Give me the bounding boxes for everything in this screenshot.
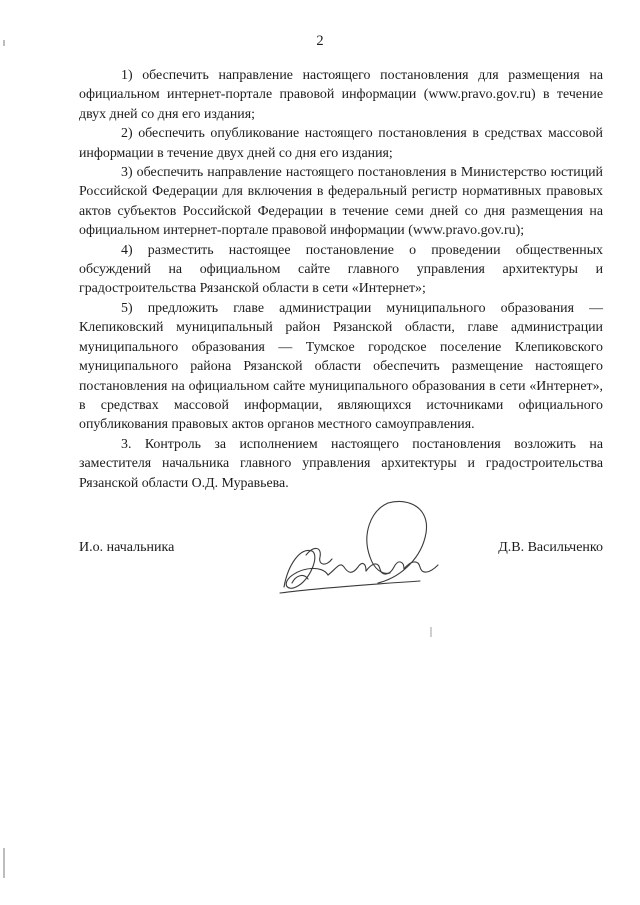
document-body: [79, 66, 603, 493]
paragraph-control-clause: 3. Контроль за исполнением настоящего постановления возложить на заместителя начальника главного управления архитектуры и градостроительства Рязанской области О.Д. Муравьева.: [79, 436, 603, 491]
scan-mark: [430, 627, 432, 637]
signer-name: Д.В. Васильченко: [498, 540, 603, 555]
page-number: 2: [316, 33, 324, 49]
edge-mark-bottom: [3, 848, 5, 878]
paragraph-item-5: 5) предложить главе администрации муниципального образования — Клепиковский муниципальный район Рязанской области, главе администрации муниципального образования — Тумское городское поселение Клепиковского муниципального района Рязанской области обеспечить размещение настоящего постановления на официальном сайте муниципального образования в сети «Интернет», в средствах массовой информации, являющихся источниками официального опубликования правовых актов органов местного самоуправления.: [79, 300, 603, 433]
paragraph-item-2: 2) обеспечить опубликование настоящего постановления в средствах массовой информации в течение двух дней со дня его издания;: [79, 126, 603, 161]
signer-title: И.о. начальника: [79, 540, 175, 555]
edge-mark-top: [3, 40, 5, 46]
paragraph-item-4: 4) разместить настоящее постановление о проведении общественных обсуждений на официальном сайте главного управления архитектуры и градостроительства Рязанской области в сети «Интернет»;: [79, 242, 603, 297]
paragraph-item-1: 1) обеспечить направление настоящего постановления для размещения на официальном интернет-портале правовой информации (www.pravo.gov.ru) в течение двух дней со дня его издания;: [79, 68, 603, 122]
signature-icon: [270, 495, 450, 605]
paragraph-item-3: 3) обеспечить направление настоящего постановления в Министерство юстиций Российской Федерации для включения в федеральный регистр нормативных правовых актов субъектов Российской Федерации в течение семи дней со дня размещения на официальном интернет-портале правовой информации (www.pravo.gov.ru);: [79, 165, 603, 239]
